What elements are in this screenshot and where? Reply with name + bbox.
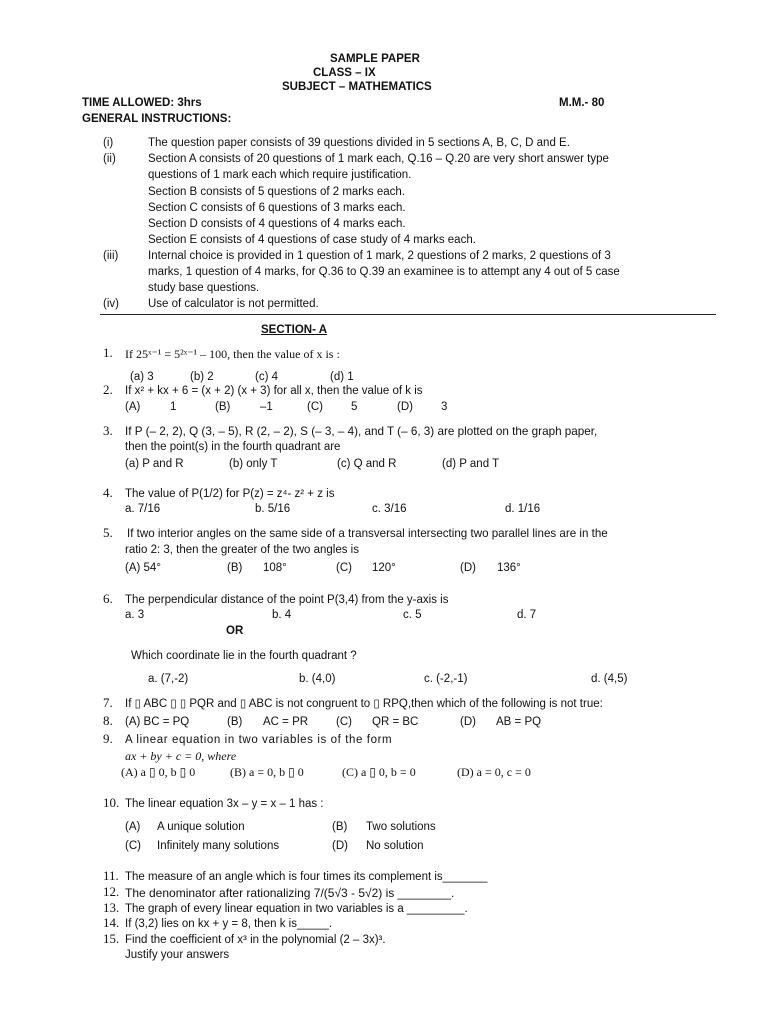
option-label: (D) — [397, 401, 413, 413]
option: d. 1/16 — [505, 503, 541, 515]
instruction-num: (ii) — [103, 153, 116, 165]
question-text: If ▯ ABC ▯ ▯ PQR and ▯ ABC is not congruent to ▯ RPQ,then which of the following is not true: — [125, 698, 603, 710]
option-value: 1 — [170, 401, 177, 413]
question-number: 8. — [103, 713, 113, 728]
question-text: The measure of an angle which is four times its complement is_______ — [125, 871, 488, 883]
option: b. 4 — [272, 609, 292, 621]
section-a-heading: SECTION- A — [261, 324, 328, 336]
question-number: 2. — [103, 382, 113, 397]
question-text: If P (– 2, 2), Q (3, – 5), R (2, – 2), S (– 3, – 4), and T (– 6, 3) are plotted on the graph paper, — [125, 425, 598, 438]
option-label: (C) — [336, 716, 352, 728]
question-text: If x² + kx + 6 = (x + 2) (x + 3) for all x, then the value of k is — [125, 385, 423, 397]
question-number: 14. — [103, 915, 120, 930]
question-number: 11. — [103, 868, 119, 883]
option: (c) 4 — [255, 371, 278, 383]
option: d. 7 — [517, 609, 537, 621]
question-text: A linear equation in two variables is of the form — [125, 734, 393, 746]
option: d. (4,5) — [591, 673, 628, 685]
option: (d) P and T — [442, 458, 500, 470]
option: (b) only T — [229, 458, 278, 470]
option: (b) 2 — [190, 371, 214, 383]
option: (B) a = 0, b ▯ 0 — [230, 765, 304, 779]
instruction-text: Section D consists of 4 questions of 4 marks each. — [148, 218, 406, 230]
option: b. 5/16 — [255, 503, 291, 515]
option-value: 120° — [372, 562, 396, 574]
option: (C) a ▯ 0, b = 0 — [342, 765, 416, 779]
option-label: (B) — [332, 821, 348, 833]
option-label: (A) BC = PQ — [125, 716, 190, 728]
option-label: (C) — [125, 840, 141, 852]
question-number: 3. — [103, 423, 113, 438]
question-text: ratio 2: 3, then the greater of the two angles is — [125, 544, 359, 556]
question-text: The linear equation 3x – y = x – 1 has : — [125, 798, 324, 810]
option-value: 108° — [263, 562, 287, 574]
option-label: (B) — [227, 716, 243, 728]
or-label: OR — [226, 625, 244, 637]
question-text: If (3,2) lies on kx + y = 8, then k is_____. — [125, 918, 333, 930]
option-label: (A) 54° — [125, 562, 161, 574]
question-number: 10. — [103, 795, 120, 810]
instruction-text: Internal choice is provided in 1 question of 1 mark, 2 questions of 2 marks, 2 questions of 3 — [148, 250, 611, 262]
question-number: 9. — [103, 731, 113, 746]
max-marks: M.M.- 80 — [559, 97, 605, 109]
question-text: If 25ˣ⁻¹ = 5²ˣ⁻¹ – 100, then the value of x is : — [125, 347, 340, 361]
divider-line — [100, 314, 716, 315]
option: (d) 1 — [330, 371, 354, 383]
instruction-text: Section B consists of 5 questions of 2 marks each. — [148, 186, 405, 198]
option-value: Two solutions — [366, 821, 436, 833]
instruction-text: Section C consists of 6 questions of 3 marks each. — [148, 202, 406, 214]
option: (c) Q and R — [337, 458, 397, 470]
option-label: (B) — [227, 562, 243, 574]
class-label: CLASS – IX — [313, 67, 376, 79]
question-text: Which coordinate lie in the fourth quadrant ? — [131, 650, 357, 662]
option-label: (D) — [460, 716, 476, 728]
option-label: (D) — [332, 840, 348, 852]
option-label: (D) — [460, 562, 476, 574]
question-text: If two interior angles on the same side of a transversal intersecting two parallel lines are in the — [127, 527, 608, 540]
option: (D) a = 0, c = 0 — [457, 765, 531, 779]
question-text: The perpendicular distance of the point P(3,4) from the y-axis is — [125, 594, 449, 606]
option: b. (4,0) — [299, 673, 336, 685]
instruction-text: Section A consists of 20 questions of 1 mark each, Q.16 – Q.20 are very short answer type — [148, 153, 609, 165]
question-number: 1. — [103, 345, 113, 360]
option-value: 136° — [497, 562, 521, 574]
general-instructions-heading: GENERAL INSTRUCTIONS: — [82, 113, 232, 125]
option-value: –1 — [260, 401, 273, 413]
option-value: A unique solution — [157, 821, 245, 833]
option: c. (-2,-1) — [424, 673, 468, 685]
question-number: 12. — [103, 884, 120, 899]
question-text: then the point(s) in the fourth quadrant are — [125, 441, 341, 453]
option-value: 3 — [441, 401, 448, 413]
option-label: (C) — [307, 401, 323, 413]
subject-label: SUBJECT – MATHEMATICS — [282, 81, 432, 93]
option-value: Infinitely many solutions — [157, 840, 280, 852]
option-label: (B) — [215, 401, 231, 413]
question-text: ax + by + c = 0, where — [125, 749, 237, 763]
instruction-text: marks, 1 question of 4 marks, for Q.36 to Q.39 an examinee is to attempt any 4 out of 5 case — [148, 266, 620, 278]
question-text: The graph of every linear equation in two variables is a _________. — [125, 903, 468, 915]
option: a. 7/16 — [125, 503, 161, 515]
question-number: 13. — [103, 900, 120, 915]
instruction-text: Section E consists of 4 questions of case study of 4 marks each. — [148, 234, 476, 246]
option-value: No solution — [366, 840, 424, 852]
time-allowed: TIME ALLOWED: 3hrs — [82, 97, 202, 109]
option: (A) a ▯ 0, b ▯ 0 — [121, 765, 196, 779]
question-number: 5. — [103, 525, 113, 540]
instruction-num: (iii) — [103, 250, 119, 262]
question-text: Find the coefficient of x³ in the polynomial (2 – 3x)³. — [125, 934, 386, 946]
option-label: (C) — [336, 562, 352, 574]
instruction-text: The question paper consists of 39 questions divided in 5 sections A, B, C, D and E. — [148, 137, 570, 149]
option-label: (A) — [125, 821, 141, 833]
instruction-text: Use of calculator is not permitted. — [148, 298, 319, 310]
justify-note: Justify your answers — [125, 949, 230, 961]
option-value: QR = BC — [372, 716, 419, 728]
option: c. 3/16 — [372, 503, 407, 515]
question-number: 6. — [103, 591, 113, 606]
paper-title: SAMPLE PAPER — [330, 53, 420, 65]
question-text: The denominator after rationalizing 7/(5√3 - 5√2) is ________. — [125, 886, 455, 900]
question-number: 7. — [103, 695, 113, 710]
option: (a) 3 — [130, 371, 154, 383]
option: c. 5 — [403, 609, 422, 621]
option-value: AB = PQ — [496, 716, 542, 728]
option-value: 5 — [351, 401, 358, 413]
option: a. 3 — [125, 609, 145, 621]
question-number: 4. — [103, 485, 113, 500]
option: a. (7,-2) — [148, 673, 189, 685]
option-label: (A) — [125, 401, 141, 413]
instruction-num: (i) — [103, 137, 114, 149]
question-text: The value of P(1/2) for P(z) = z⁴- z² + z is — [125, 488, 335, 500]
instruction-num: (iv) — [103, 298, 119, 310]
instruction-text: questions of 1 mark each which require justification. — [148, 169, 412, 181]
question-number: 15. — [103, 931, 120, 946]
option: (a) P and R — [125, 458, 184, 470]
option-value: AC = PR — [263, 716, 309, 728]
instruction-text: study base questions. — [148, 282, 260, 294]
